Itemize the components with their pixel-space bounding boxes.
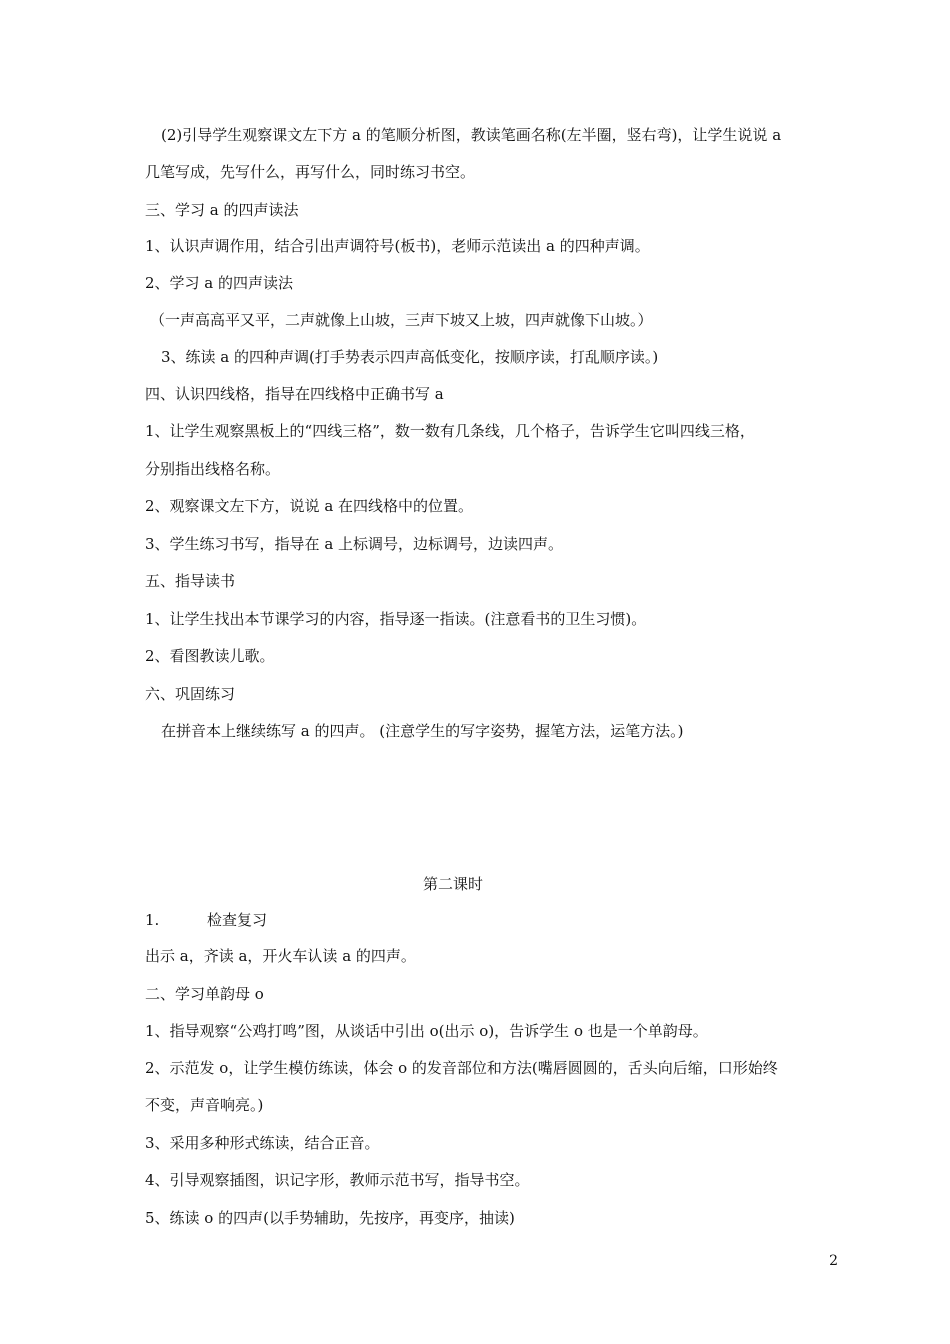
paragraph-line: 2、示范发 o，让学生模仿练读，体会 o 的发音部位和方法(嘴唇圆圆的，舌头向后缩，口形始终 (145, 1059, 778, 1077)
page-number: 2 (829, 1253, 838, 1269)
numbered-item (145, 910, 267, 930)
paragraph-line: 不变，声音响亮。) (145, 1096, 264, 1114)
paragraph-line: 1、指导观察“公鸡打鸣”图，从谈话中引出 o(出示 o)，告诉学生 o 也是一个单韵母。 (145, 1022, 708, 1040)
paragraph-line: （一声高高平又平，二声就像上山坡，三声下坡又上坡，四声就像下山坡。） (150, 311, 653, 329)
paragraph-line: 1、让学生观察黑板上的“四线三格”，数一数有几条线，几个格子，告诉学生它叫四线三格， (145, 422, 755, 440)
paragraph-line: 5、练读 o 的四声(以手势辅助，先按序，再变序，抽读) (145, 1209, 515, 1227)
paragraph-line: 3、采用多种形式练读，结合正音。 (145, 1134, 380, 1152)
section-heading: 四、认识四线格，指导在四线格中正确书写 a (145, 385, 444, 403)
paragraph-line: 在拼音本上继续练写 a 的四声。 (注意学生的写字姿势，握笔方法，运笔方法。) (161, 722, 684, 740)
section-heading: 六、巩固练习 (145, 685, 236, 703)
paragraph-line: 出示 a，齐读 a，开火车认读 a 的四声。 (145, 947, 416, 965)
item-number: 1. (145, 911, 160, 929)
section-heading: 五、指导读书 (145, 572, 236, 590)
paragraph-line: 分别指出线格名称。 (145, 460, 281, 478)
paragraph-line: 几笔写成，先写什么，再写什么，同时练习书空。 (145, 163, 476, 181)
paragraph-line: 3、练读 a 的四种声调(打手势表示四声高低变化，按顺序读，打乱顺序读。) (161, 348, 659, 366)
section-heading: 二、学习单韵母 o (145, 985, 264, 1003)
paragraph-line: 2、看图教读儿歌。 (145, 647, 275, 665)
paragraph-line: 3、学生练习书写，指导在 a 上标调号，边标调号，边读四声。 (145, 535, 564, 553)
paragraph-line: 1、认识声调作用，结合引出声调符号(板书)，老师示范读出 a 的四种声调。 (145, 237, 650, 255)
section-heading: 三、学习 a 的四声读法 (145, 201, 299, 219)
paragraph-line: 2、学习 a 的四声读法 (145, 274, 294, 292)
paragraph-line: (2)引导学生观察课文左下方 a 的笔顺分析图，教读笔画名称(左半圈，竖右弯)，让学生说说 a (161, 126, 782, 144)
lesson-title: 第二课时 (422, 875, 483, 893)
item-text: 检查复习 (207, 911, 268, 929)
paragraph-line: 1、让学生找出本节课学习的内容，指导逐一指读。(注意看书的卫生习惯)。 (145, 610, 647, 628)
paragraph-line: 2、观察课文左下方，说说 a 在四线格中的位置。 (145, 497, 474, 515)
paragraph-line: 4、引导观察插图，识记字形，教师示范书写，指导书空。 (145, 1171, 530, 1189)
